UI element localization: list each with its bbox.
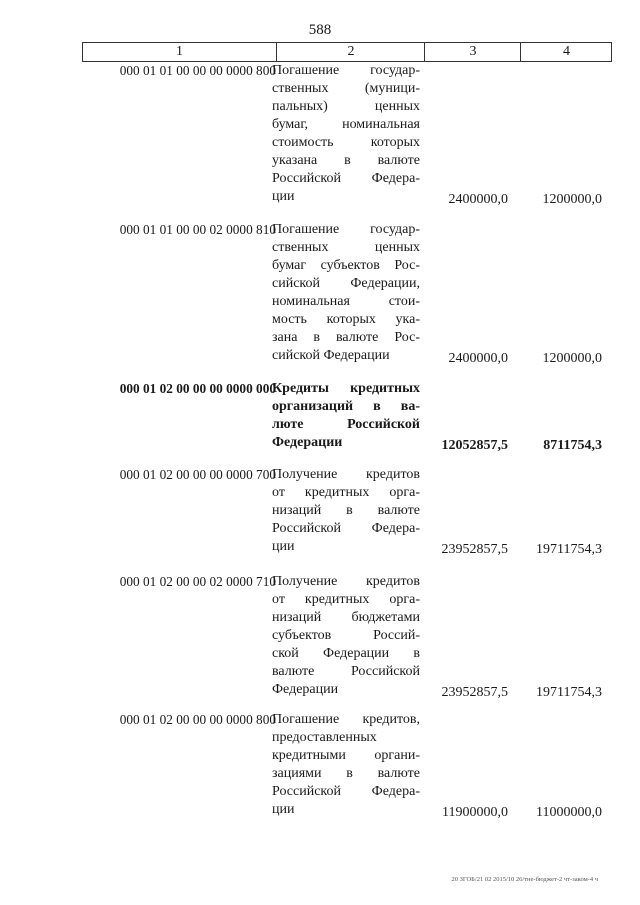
description-line: Получение кредитов xyxy=(272,574,420,589)
description-line: зациями в валюте xyxy=(272,766,420,781)
description-line: Российской Федера- xyxy=(272,171,420,186)
description-line: низаций в валюте xyxy=(272,503,420,518)
description-line: бумаг субъектов Рос- xyxy=(272,258,420,273)
budget-code: 000 01 02 00 00 00 0000 800 xyxy=(119,712,276,727)
description-line: низаций бюджетами xyxy=(272,610,420,625)
row-description xyxy=(272,573,420,699)
description-line: валюте Российской xyxy=(272,664,420,679)
description-line: Федерации xyxy=(272,435,343,450)
description-line: мость которых ука- xyxy=(272,312,420,327)
description-line: кредитными органи- xyxy=(272,748,420,763)
footer-note: 20 ЗГОБ/21 02 2015/10 26/тне-бюджет-2 чт-заком-4 ч xyxy=(451,876,598,883)
description-line: сийской Федерации xyxy=(272,348,390,363)
description-line: ции xyxy=(272,189,295,204)
description-line: сийской Федерации, xyxy=(272,276,420,291)
description-line: Погашение государ- xyxy=(272,222,420,237)
header-col-3: 3 xyxy=(424,43,521,61)
description-line: Российской Федера- xyxy=(272,521,420,536)
description-line: субъектов Россий- xyxy=(272,628,420,643)
budget-code: 000 01 02 00 00 02 0000 710 xyxy=(119,574,276,589)
description-line: ции xyxy=(272,539,295,554)
value-col-4: 1200000,0 xyxy=(542,351,602,366)
description-line: от кредитных орга- xyxy=(272,592,420,607)
budget-code: 000 01 02 00 00 00 0000 700 xyxy=(119,467,276,482)
description-line: Федерации xyxy=(272,682,339,697)
description-line: организаций в ва- xyxy=(272,399,420,414)
budget-code: 000 01 02 00 00 00 0000 000 xyxy=(119,381,276,396)
value-col-4: 8711754,3 xyxy=(543,438,602,453)
description-line: Погашение государ- xyxy=(272,63,420,78)
value-col-3: 2400000,0 xyxy=(448,192,508,207)
description-line: ственных ценных xyxy=(272,240,420,255)
description-line: ской Федерации в xyxy=(272,646,420,661)
description-line: люте Российской xyxy=(272,417,420,432)
row-description xyxy=(272,380,420,452)
description-line: Кредиты кредитных xyxy=(272,381,420,396)
description-line: Российской Федера- xyxy=(272,784,420,799)
budget-code: 000 01 01 00 00 02 0000 810 xyxy=(119,222,276,237)
description-line: указана в валюте xyxy=(272,153,420,168)
header-col-4: 4 xyxy=(520,43,612,61)
row-description xyxy=(272,221,420,365)
description-line: бумаг, номинальная xyxy=(272,117,420,132)
description-line: ственных (муници- xyxy=(272,81,420,96)
row-description xyxy=(272,466,420,556)
description-line: Погашение кредитов, xyxy=(272,712,420,727)
value-col-4: 19711754,3 xyxy=(536,685,602,700)
description-line: Получение кредитов xyxy=(272,467,420,482)
description-line: пальных) ценных xyxy=(272,99,420,114)
value-col-3: 12052857,5 xyxy=(441,438,508,453)
description-line: стоимость которых xyxy=(272,135,420,150)
value-col-3: 23952857,5 xyxy=(441,542,508,557)
description-line: зана в валюте Рос- xyxy=(272,330,420,345)
value-col-4: 1200000,0 xyxy=(542,192,602,207)
row-description xyxy=(272,711,420,819)
description-line: от кредитных орга- xyxy=(272,485,420,500)
description-line: ции xyxy=(272,802,295,817)
description-line: предоставленных xyxy=(272,730,377,745)
value-col-3: 2400000,0 xyxy=(448,351,508,366)
value-col-4: 19711754,3 xyxy=(536,542,602,557)
table-header xyxy=(82,42,612,62)
value-col-4: 11000000,0 xyxy=(536,805,602,820)
value-col-3: 23952857,5 xyxy=(441,685,508,700)
budget-code: 000 01 01 00 00 00 0000 800 xyxy=(119,63,276,78)
row-description xyxy=(272,62,420,206)
header-col-2: 2 xyxy=(276,43,425,61)
page-number: 588 xyxy=(308,22,332,38)
header-col-1: 1 xyxy=(176,44,183,59)
description-line: номинальная стои- xyxy=(272,294,420,309)
value-col-3: 11900000,0 xyxy=(442,805,508,820)
